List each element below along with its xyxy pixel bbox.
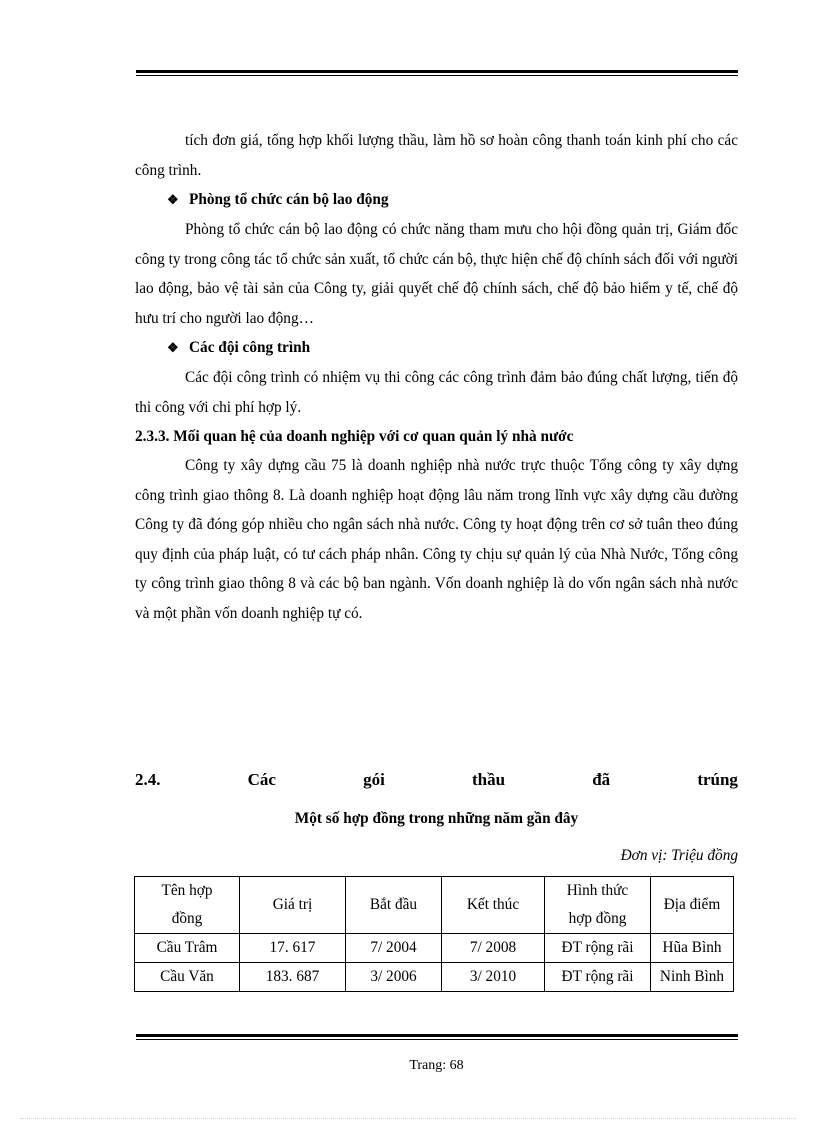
- cell-form: ĐT rộng rãi: [545, 963, 651, 992]
- diamond-bullet-icon: ❖: [167, 192, 179, 207]
- cell-location: Hũa Bình: [651, 934, 734, 963]
- paragraph-3: Các đội công trình có nhiệm vụ thi công các công trình đảm bảo đúng chất lượng, tiến độ thi công với chi phí hợp lý.: [135, 369, 738, 416]
- cell-value: 17. 617: [240, 934, 346, 963]
- heading-word: đã: [592, 770, 611, 789]
- heading-word: trúng: [697, 770, 738, 789]
- header-cell-form: Hình thức hợp đồng: [545, 877, 651, 934]
- header-cell-value: Giá trị: [240, 877, 346, 934]
- cell-end: 7/ 2008: [442, 934, 545, 963]
- paragraph-1: tích đơn giá, tổng hợp khối lượng thầu, làm hồ sơ hoàn công thanh toán kinh phí cho các công trình.: [135, 132, 738, 179]
- section-heading-2-3-3: 2.3.3. Mối quan hệ của doanh nghiệp với cơ quan quản lý nhà nước: [135, 428, 574, 445]
- header-rule: [136, 70, 738, 76]
- heading-word: Các: [247, 770, 276, 789]
- diamond-bullet-icon: ❖: [167, 340, 179, 355]
- body-text: [135, 126, 738, 628]
- page-number: Trang: 68: [409, 1058, 464, 1073]
- cell-name: Cầu Trâm: [135, 934, 240, 963]
- table-row: [135, 963, 734, 992]
- table-header-row: [135, 877, 734, 934]
- paragraph-4: Công ty xây dựng cầu 75 là doanh nghiệp nhà nước trực thuộc Tổng công ty xây dựng công trình giao thông 8. Là doanh nghiệp hoạt động lâu năm trong lĩnh vực xây dựng cầu đường Công ty đã đóng góp nhiều cho ngân sách nhà nước. Công ty hoạt động trên cơ sở tuân theo đúng quy định của pháp luật, có tư cách pháp nhân. Công ty chịu sự quản lý của Nhà Nước, Tổng công ty công trình giao thông 8 và các bộ ban ngành. Vốn doanh nghiệp là do vốn ngân sách nhà nước và một phần vốn doanh nghiệp tự có.: [135, 457, 738, 622]
- paragraph-2: Phòng tổ chức cán bộ lao động có chức năng tham mưu cho hội đồng quản trị, Giám đốc công ty trong công tác tổ chức sản xuất, tổ chức cán bộ, thực hiện chế độ chính sách đối với người lao động, bảo vệ tài sản của Công ty, giải quyết chế độ chính sách, chế độ bảo hiểm y tế, chế độ hưu trí cho người lao động…: [135, 221, 738, 327]
- header-cell-location: Địa điểm: [651, 877, 734, 934]
- table-row: [135, 934, 734, 963]
- cell-start: 3/ 2006: [346, 963, 442, 992]
- bullet-label: Các đội công trình: [189, 339, 311, 356]
- cell-name: Cầu Văn: [135, 963, 240, 992]
- cell-value: 183. 687: [240, 963, 346, 992]
- heading-word: thầu: [471, 770, 506, 789]
- header-cell-end: Kết thúc: [442, 877, 545, 934]
- cell-form: ĐT rộng rãi: [545, 934, 651, 963]
- cell-start: 7/ 2004: [346, 934, 442, 963]
- heading-word: 2.4.: [135, 770, 161, 789]
- heading-word: gói: [363, 770, 385, 789]
- contracts-table: [134, 876, 734, 992]
- bullet-label: Phòng tổ chức cán bộ lao động: [189, 191, 389, 208]
- table-title: Một số hợp đồng trong những năm gần đây: [294, 810, 579, 827]
- header-cell-start: Bắt đầu: [346, 877, 442, 934]
- bullet-heading-teams: [135, 333, 738, 363]
- cell-location: Ninh Bình: [651, 963, 734, 992]
- bullet-heading-personnel: [135, 185, 738, 215]
- section-heading-2-4: [135, 770, 738, 790]
- header-cell-name: Tên hợp đồng: [135, 877, 240, 934]
- footer-rule: [136, 1034, 738, 1040]
- cell-end: 3/ 2010: [442, 963, 545, 992]
- page-edge-divider: [20, 1118, 796, 1119]
- table-unit-note: Đơn vị: Triệu đồng: [620, 847, 738, 864]
